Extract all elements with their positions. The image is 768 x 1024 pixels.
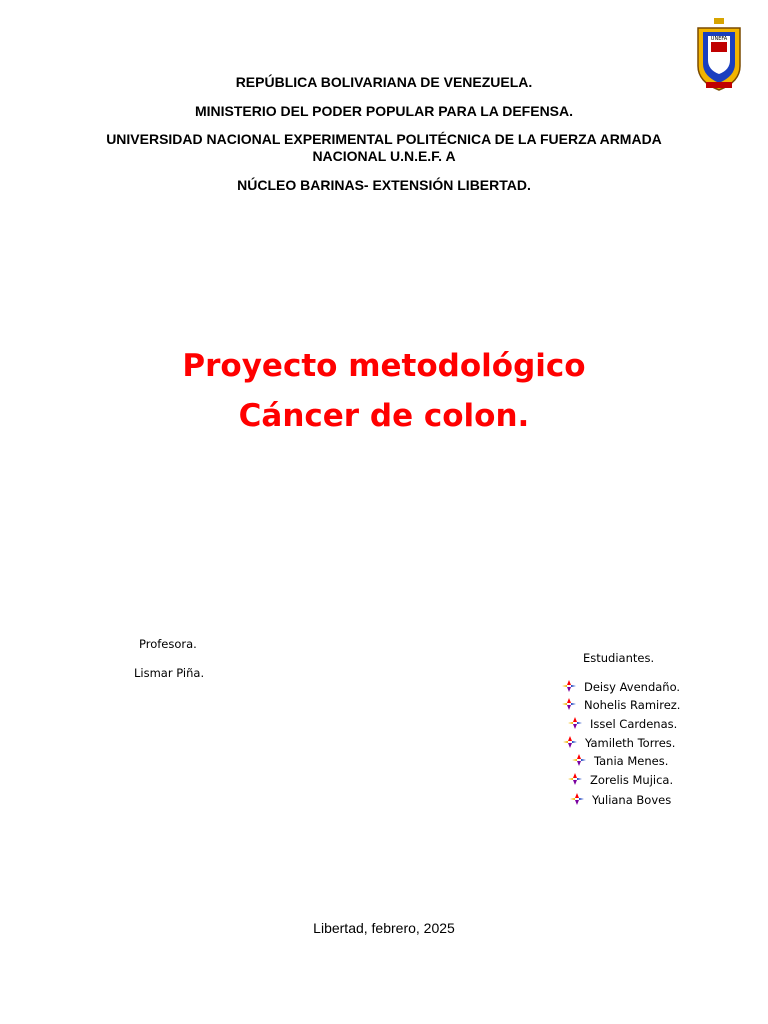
header-ministry: MINISTERIO DEL PODER POPULAR PARA LA DEFENSA. <box>194 103 574 119</box>
arrow-bullet-icon <box>563 736 577 748</box>
student-item: Deisy Avendaño. <box>562 680 680 694</box>
student-item: Zorelis Mujica. <box>568 773 673 787</box>
professor-label: Profesora. <box>139 637 197 651</box>
arrow-bullet-icon <box>568 717 582 729</box>
header-university: UNIVERSIDAD NACIONAL EXPERIMENTAL POLITÉCNICA DE LA FUERZA ARMADA NACIONAL U.N.E.F. A <box>106 131 662 164</box>
document-subtitle: Cáncer de colon. <box>238 398 530 434</box>
student-item: Yamileth Torres. <box>563 736 675 750</box>
student-item: Issel Cardenas. <box>568 717 677 731</box>
header-country: REPÚBLICA BOLIVARIANA DE VENEZUELA. <box>235 74 533 90</box>
place-date: Libertad, febrero, 2025 <box>313 920 455 936</box>
arrow-bullet-icon <box>562 680 576 692</box>
arrow-bullet-icon <box>570 793 584 805</box>
student-item: Tania Menes. <box>572 754 668 768</box>
document-title: Proyecto metodológico <box>182 348 586 384</box>
students-label: Estudiantes. <box>583 651 655 665</box>
arrow-bullet-icon <box>562 698 576 710</box>
arrow-bullet-icon <box>568 773 582 785</box>
arrow-bullet-icon <box>572 754 586 766</box>
svg-text:UNEFA: UNEFA <box>710 36 728 42</box>
student-item: Nohelis Ramirez. <box>562 698 680 712</box>
professor-name: Lismar Piña. <box>134 666 205 680</box>
header-nucleus: NÚCLEO BARINAS- EXTENSIÓN LIBERTAD. <box>237 177 531 193</box>
student-item: Yuliana Boves <box>570 793 671 807</box>
